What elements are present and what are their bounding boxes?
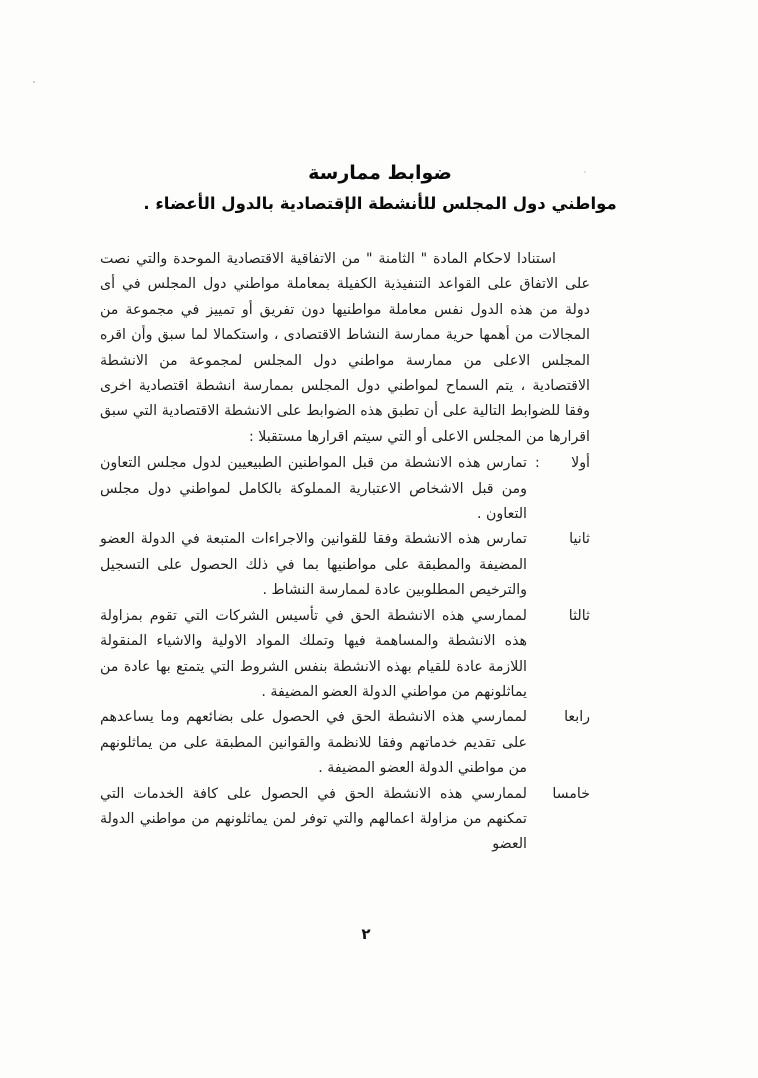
document-title: ضوابط ممارسة bbox=[308, 162, 452, 184]
clause-label-text: ثالثا bbox=[568, 607, 590, 624]
intro-paragraph: استنادا لاحكام المادة " الثامنة " من الاتفاقية الاقتصادية الموحدة والتي نصت على الاتفاق على القواعد التنفيذية الكفيلة بمعاملة مواطني دول المجلس في أى دولة من هذه الدول نفس معاملة مواطنيها دون تفريق أو تمييز في مجموعة من المجالات من أهمها حرية ممارسة النشاط الاقتصادى ، واستكمالا لما سبق وأن اقره المجلس الاعلى من ممارسة مواطني دول المجلس لمجموعة من الانشطة الاقتصادية ، يتم السماح لمواطني دول المجلس بممارسة انشطة اقتصادية اخرى وفقا للضوابط التالية على أن تطبق هذه الضوابط على الانشطة الاقتصادية التي سبق اقرارها من المجلس الاعلى أو التي سيتم اقرارها مستقبلا : bbox=[100, 251, 590, 445]
clause-label bbox=[527, 604, 590, 706]
clause-item-5 bbox=[100, 782, 590, 858]
clause-item-2 bbox=[100, 527, 590, 603]
clause-label-text: ثانيا bbox=[569, 531, 590, 548]
clause-list bbox=[100, 451, 590, 858]
clause-item-3 bbox=[100, 604, 590, 706]
clause-label bbox=[527, 705, 590, 781]
clause-label-separator: : bbox=[535, 455, 540, 472]
document-heading bbox=[120, 161, 640, 216]
clause-item-4 bbox=[100, 705, 590, 781]
clause-label bbox=[527, 527, 590, 603]
clause-label-text: خامسا bbox=[552, 785, 590, 802]
clause-label-text: أولا bbox=[571, 455, 590, 472]
clause-text: تمارس هذه الانشطة وفقا للقوانين والاجراءات المتبعة في الدولة العضو المضيفة والمطبقة على مواطنيها بما في ذلك الحصول على التسجيل والترخيص المطلوبين عادة لممارسة النشاط . bbox=[100, 531, 527, 599]
clause-label bbox=[527, 451, 590, 527]
document-subtitle: مواطني دول المجلس للأنشطة الإقتصادية بالدول الأعضاء . bbox=[143, 194, 617, 213]
clause-label-text: رابعا bbox=[564, 709, 590, 726]
document-body bbox=[100, 247, 590, 858]
clause-label bbox=[527, 782, 590, 858]
clause-text: لممارسي هذه الانشطة الحق في تأسيس الشركات التي تقوم بمزاولة هذه الانشطة والمساهمة فيها وتملك المواد الاولية والاشياء المنقولة اللازمة عادة للقيام بهذه الانشطة بنفس الشروط التي يتمتع بها عادة من يماثلونهم من مواطني الدولة العضو المضيفة . bbox=[100, 607, 527, 700]
page-number: ٢ bbox=[361, 925, 371, 943]
clause-text: لممارسي هذه الانشطة الحق في الحصول على بضائعهم وما يساعدهم على تقديم خدماتهم وفقا للانظمة والقوانين المطبقة على من يماثلونهم من مواطني الدولة العضو المضيفة . bbox=[100, 709, 527, 777]
clause-text: تمارس هذه الانشطة من قبل المواطنين الطبيعيين لدول مجلس التعاون ومن قبل الاشخاص الاعتبارية المملوكة بالكامل لمواطني دول مجلس التعاون . bbox=[100, 455, 527, 523]
clause-text: لممارسي هذه الانشطة الحق في الحصول على كافة الخدمات التي تمكنهم من مزاولة اعمالهم والتي توفر لمن يماثلونهم من مواطني الدولة العضو bbox=[100, 785, 527, 853]
scan-noise-speck bbox=[33, 81, 35, 83]
clause-item-1 bbox=[100, 451, 590, 527]
